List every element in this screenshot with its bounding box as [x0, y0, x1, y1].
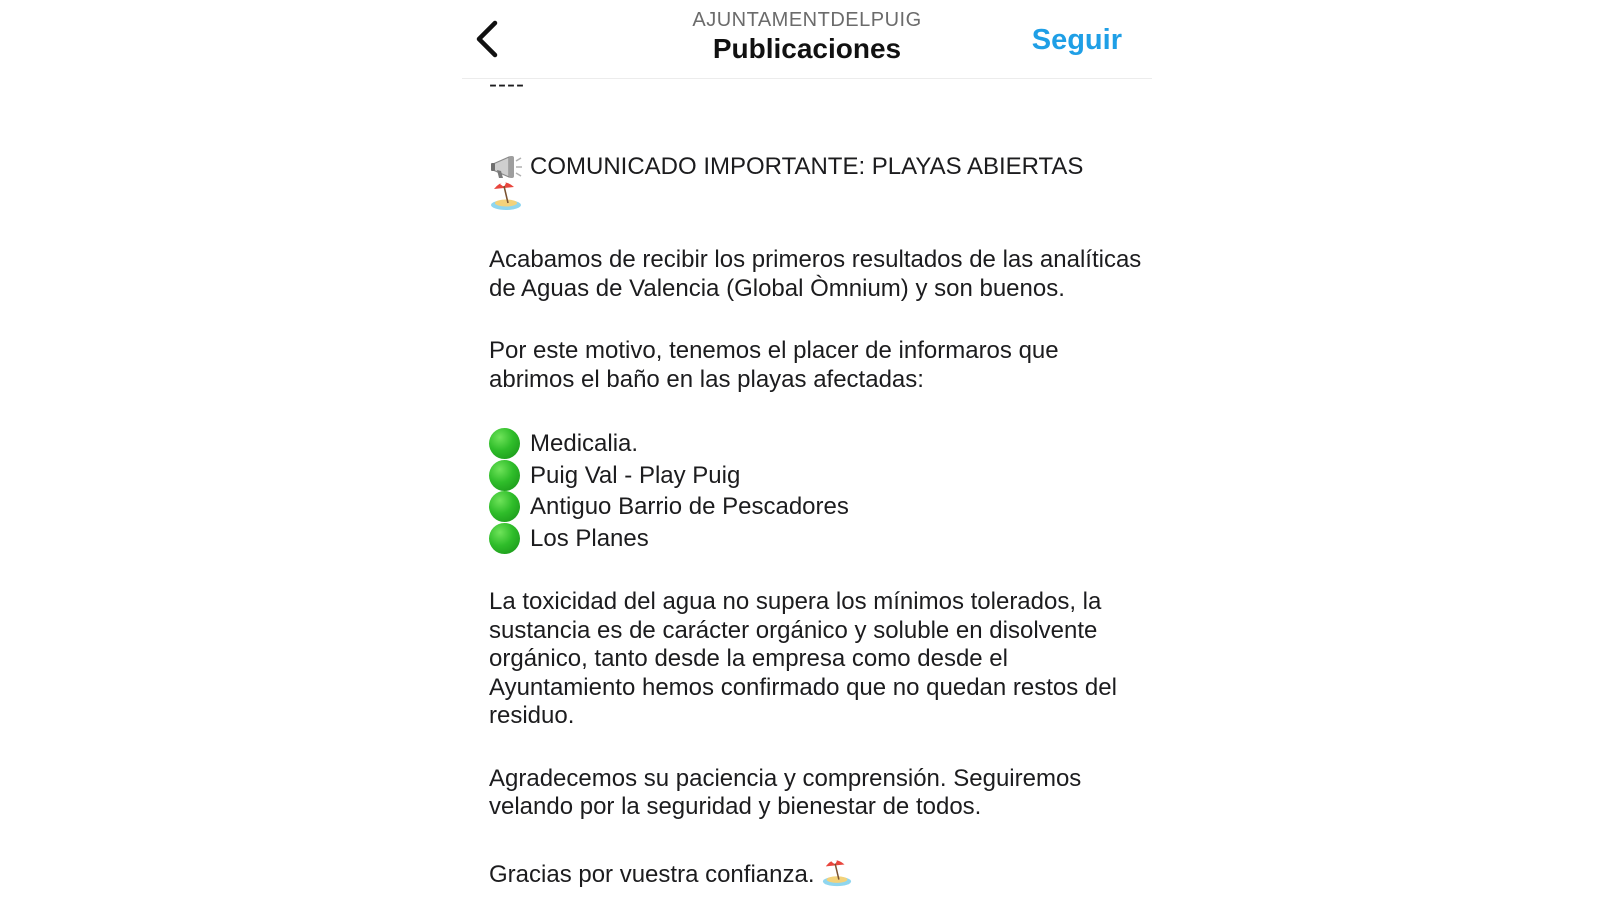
caption-divider: ---- — [489, 71, 525, 98]
account-username[interactable]: AJUNTAMENTDELPUIG — [692, 9, 922, 31]
beach-name: Los Planes — [530, 524, 649, 552]
beach-name: Medicalia. — [530, 430, 639, 457]
caption-paragraph-2: Por este motivo, tenemos el placer de informaros que abrimos el baño en las playas afectadas: — [489, 337, 1059, 393]
caption-paragraph-1: Acabamos de recibir los primeros resultados de las analíticas de Aguas de Valencia (Global Òmnium) y son buenos. — [489, 246, 1142, 302]
beach-name: Antiguo Barrio de Pescadores — [530, 493, 849, 520]
top-navigation-bar — [462, 0, 1152, 79]
caption-paragraph-4: Agradecemos su paciencia y comprensión. Seguiremos velando por la seguridad y bienestar de todos. — [489, 764, 1082, 820]
green-circle-icon — [489, 523, 520, 554]
chevron-left-icon — [473, 19, 501, 59]
green-circle-icon — [489, 428, 520, 459]
back-button[interactable] — [462, 14, 512, 64]
announcement-text: COMUNICADO IMPORTANTE: PLAYAS ABIERTAS — [530, 153, 1084, 180]
beach-umbrella-icon — [821, 856, 853, 888]
list-item — [489, 491, 1149, 523]
caption-closing — [489, 856, 1149, 890]
header-titles — [612, 8, 1002, 66]
green-circle-icon — [489, 460, 520, 491]
page-title: Publicaciones — [712, 33, 902, 64]
list-item — [489, 460, 1149, 492]
open-beaches-list — [489, 428, 1149, 554]
list-item — [489, 523, 1149, 555]
green-circle-icon — [489, 491, 520, 522]
caption-paragraph-3: La toxicidad del agua no supera los mínimos tolerados, la sustancia es de carácter orgánico y soluble en disolvente orgánico, tanto desde la empresa como desde el Ayuntamiento hemos confirmado que no quedan restos del residuo. — [489, 588, 1117, 729]
follow-button[interactable]: Seguir — [1031, 24, 1122, 56]
beach-name: Puig Val - Play Puig — [530, 461, 741, 489]
closing-text: Gracias por vuestra confianza. — [489, 860, 815, 888]
beach-umbrella-icon — [489, 179, 523, 211]
list-item — [489, 428, 1149, 460]
announcement-line — [489, 151, 1149, 213]
post-caption — [489, 71, 1149, 889]
